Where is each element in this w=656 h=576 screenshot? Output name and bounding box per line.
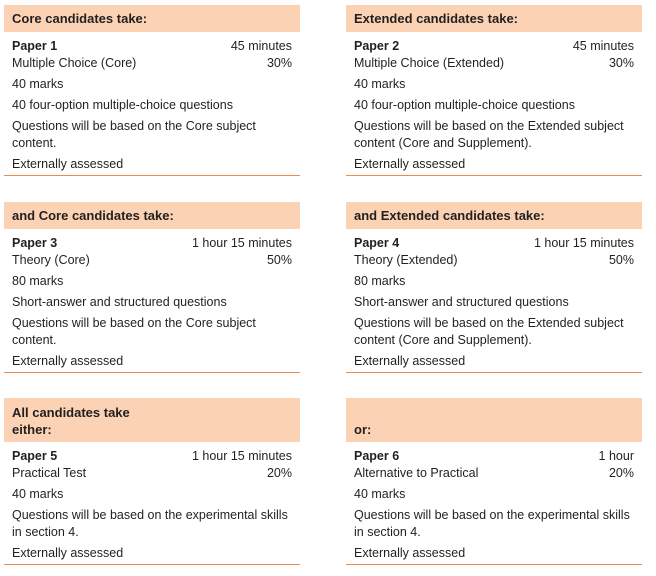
paper-5-card	[4, 398, 300, 562]
paper-2-card	[346, 5, 642, 173]
card-header: and Extended candidates take:	[346, 202, 642, 229]
paper-questions-line-1: Questions will be based on the experimental skills	[12, 508, 288, 522]
paper-duration: 45 minutes	[572, 39, 634, 53]
paper-marks: 40 marks	[12, 77, 64, 91]
paper-duration: 45 minutes	[230, 39, 292, 53]
paper-assessment: Externally assessed	[354, 157, 466, 171]
card-header: Extended candidates take:	[346, 5, 642, 32]
paper-subtitle: Theory (Core)	[12, 253, 90, 267]
paper-3-card	[4, 202, 300, 370]
paper-weight: 20%	[266, 466, 292, 480]
card-divider	[4, 564, 300, 565]
paper-questions-line-1: Questions will be based on the Extended subject	[354, 316, 624, 330]
card-body	[4, 235, 300, 370]
card-body	[4, 38, 300, 173]
card-header-line-2: either:	[12, 422, 52, 437]
paper-4-card	[346, 202, 642, 370]
paper-subtitle: Theory (Extended)	[354, 253, 458, 267]
paper-name: Paper 3	[12, 236, 58, 250]
paper-weight: 30%	[266, 56, 292, 70]
paper-questions-line-2: content.	[12, 136, 57, 150]
card-divider	[4, 372, 300, 373]
card-header: Core candidates take:	[4, 5, 300, 32]
card-divider	[346, 175, 642, 176]
paper-name: Paper 1	[12, 39, 58, 53]
paper-description: 40 four-option multiple-choice questions	[354, 98, 575, 112]
paper-questions-line-2: content.	[12, 333, 57, 347]
paper-questions-line-1: Questions will be based on the experimental skills	[354, 508, 630, 522]
paper-assessment: Externally assessed	[12, 546, 124, 560]
paper-duration: 1 hour 15 minutes	[191, 449, 292, 463]
paper-subtitle: Practical Test	[12, 466, 87, 480]
card-divider	[346, 372, 642, 373]
card-divider	[4, 175, 300, 176]
paper-subtitle: Alternative to Practical	[354, 466, 479, 480]
card-header: and Core candidates take:	[4, 202, 300, 229]
paper-subtitle: Multiple Choice (Extended)	[354, 56, 505, 70]
paper-name: Paper 4	[354, 236, 400, 250]
paper-assessment: Externally assessed	[12, 157, 124, 171]
paper-questions-line-2: content (Core and Supplement).	[354, 333, 532, 347]
card-body	[4, 448, 300, 562]
paper-marks: 80 marks	[12, 274, 64, 288]
card-body	[346, 235, 642, 370]
paper-name: Paper 6	[354, 449, 400, 463]
paper-duration: 1 hour	[598, 449, 634, 463]
paper-questions-line-1: Questions will be based on the Core subject	[12, 316, 256, 330]
paper-questions-line-1: Questions will be based on the Extended subject	[354, 119, 624, 133]
paper-marks: 40 marks	[354, 77, 406, 91]
paper-description: Short-answer and structured questions	[354, 295, 569, 309]
card-header-line-1: All candidates take	[12, 405, 130, 420]
paper-weight: 30%	[608, 56, 634, 70]
paper-questions-line-2: content (Core and Supplement).	[354, 136, 532, 150]
paper-weight: 50%	[266, 253, 292, 267]
paper-questions-line-2: in section 4.	[354, 525, 421, 539]
paper-description: 40 four-option multiple-choice questions	[12, 98, 233, 112]
card-header: or:	[346, 398, 642, 442]
card-body	[346, 448, 642, 562]
paper-weight: 50%	[608, 253, 634, 267]
paper-assessment: Externally assessed	[354, 546, 466, 560]
paper-assessment: Externally assessed	[354, 354, 466, 368]
paper-description: Short-answer and structured questions	[12, 295, 227, 309]
paper-questions-line-2: in section 4.	[12, 525, 79, 539]
paper-duration: 1 hour 15 minutes	[533, 236, 634, 250]
paper-name: Paper 5	[12, 449, 58, 463]
paper-6-card	[346, 398, 642, 562]
paper-marks: 40 marks	[354, 487, 406, 501]
paper-duration: 1 hour 15 minutes	[191, 236, 292, 250]
paper-subtitle: Multiple Choice (Core)	[12, 56, 137, 70]
paper-weight: 20%	[608, 466, 634, 480]
paper-marks: 80 marks	[354, 274, 406, 288]
paper-assessment: Externally assessed	[12, 354, 124, 368]
paper-1-card	[4, 5, 300, 173]
card-header	[4, 398, 300, 442]
paper-marks: 40 marks	[12, 487, 64, 501]
card-body	[346, 38, 642, 173]
card-divider	[346, 564, 642, 565]
paper-name: Paper 2	[354, 39, 400, 53]
paper-questions-line-1: Questions will be based on the Core subject	[12, 119, 256, 133]
